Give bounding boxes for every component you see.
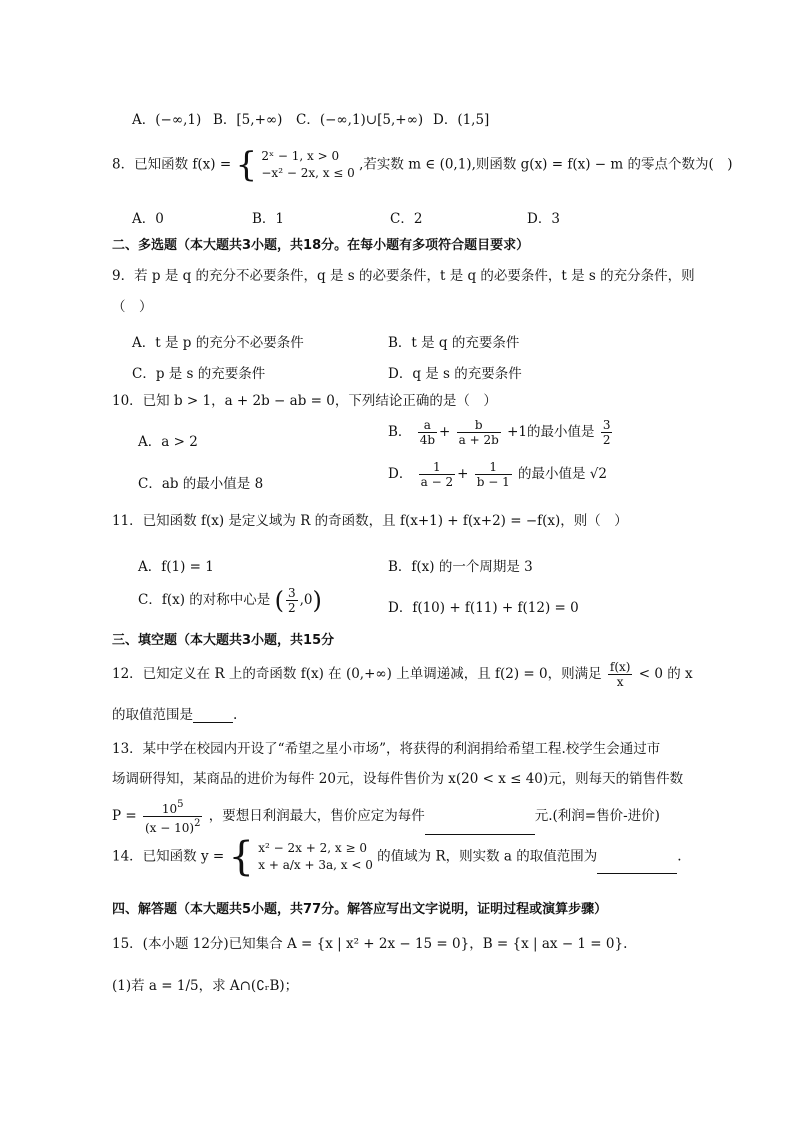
q10-option-b-prefix: B． [388,424,412,440]
q7-option-b: B．[5,+∞) [213,112,283,128]
q12-line2-end: . [233,707,238,723]
q10-option-d: D． $\frac{1}{a - 2}$ + $\frac{1}{b - 1}$ 的最小值是 √2 [388,460,607,489]
q11-frac-3-2: $\frac{3}{2}$ [287,586,296,615]
q14-end: . [677,848,682,865]
q14-cases [258,840,373,874]
q10-frac-a-4b: $\frac{a}{4b}$ [419,418,436,447]
q9-option-c: C．p 是 s 的充要条件 [132,366,266,382]
q10-option-c: C．ab 的最小值是 8 [138,476,264,492]
q13-line3 [112,798,660,835]
q8-case2: −x² − 2x, x ≤ 0 [261,166,355,180]
q8-option-c: C．2 [390,211,423,227]
q12-line1 [112,660,693,689]
q10-option-a: A．a > 2 [138,434,198,450]
q9-option-a: A．t 是 p 的充分不必要条件 [132,335,304,351]
q10-option-d-suffix: 的最小值是 √2 [518,466,607,482]
q13-frac-p: $\frac{10^5}{(x - 10)^2}$ [144,799,201,835]
q10-option-b-value: $\frac{3}{2}$ [602,418,611,447]
q10-option-d-prefix: D． [388,466,413,482]
q10-stem: 10．已知 b > 1，a + 2b − ab = 0，下列结论正确的是（ ） [112,393,497,409]
q11-option-d: D．f(10) + f(11) + f(12) = 0 [388,600,579,616]
q12-frac-fx-x: $\frac{f(x)}{x}$ [609,660,631,689]
q9-option-d: D．q 是 s 的充要条件 [388,366,522,382]
q8-option-b: B．1 [252,211,285,227]
q7-option-d: D．(1,5] [433,112,490,128]
q11-option-a: A．f(1) = 1 [138,559,214,575]
q8-brace: { [235,145,258,185]
q13-answer-blank [425,820,535,835]
q14-brace: { [228,834,254,880]
q14-suffix: 的值域为 R，则实数 a 的取值范围为 [377,848,598,865]
q12-line1-prefix: 12．已知定义在 R 上的奇函数 f(x) 在 (0,+∞) 上单调递减，且 f(2) = 0，则满足 [112,666,602,682]
q8-option-d: D．3 [527,211,560,227]
q7-option-c: C．(−∞,1)∪[5,+∞) [296,112,424,128]
q10-frac-b-a2b: $\frac{b}{a + 2b}$ [458,418,499,447]
section-4-heading: 四、解答题（本大题共5小题，共77分。解答应写出文字说明，证明过程或演算步骤） [112,902,608,917]
q11-option-c: C．f(x) 的对称中心是 ( $\frac{3}{2}$ ,0) [138,586,322,615]
section-2-heading: 二、多选题（本大题共3小题，共18分。在每小题有多项符合题目要求） [112,238,530,253]
q9-stem-line1: 9．若 p 是 q 的充分不必要条件，q 是 s 的必要条件，t 是 q 的必要条件，t 是 s 的充分条件，则 [112,268,695,284]
q15-stem: 15．(本小题 12分)已知集合 A = {x | x² + 2x − 15 = 0}，B = {x | ax − 1 = 0}. [112,936,628,952]
q8-option-a: A．0 [132,211,164,227]
q12-line2 [112,707,237,723]
q13-line3-prefix: P = [112,808,137,824]
q14-case2: x + a/x + 3a, x < 0 [258,858,373,872]
q12-line2-text: 的取值范围是 [112,707,193,723]
q8-case1: 2ˣ − 1, x > 0 [261,149,340,163]
q13-line2: 场调研得知，某商品的进价为每件 20元，设每件售价为 x(20 < x ≤ 40)元，则每天的销售件数 [112,771,684,787]
q15-part1: (1)若 a = 1/5，求 A∩(∁ᵣB)； [112,978,299,994]
q7-option-a: A．(−∞,1) [132,112,202,128]
q14-prefix: 14．已知函数 y = [112,848,225,865]
section-3-heading: 三、填空题（本大题共3小题，共15分 [112,633,335,648]
q11-stem: 11．已知函数 f(x) 是定义域为 R 的奇函数，且 f(x+1) + f(x+2) = −f(x)，则（ ） [112,513,628,529]
q10-frac-1-a2: $\frac{1}{a - 2}$ [420,460,454,489]
q10-frac-1-b1: $\frac{1}{b - 1}$ [476,460,510,489]
q11-option-b: B．f(x) 的一个周期是 3 [388,559,533,575]
q13-line3-end: 元.(利润=售价-进价) [534,808,660,824]
q14-case1: x² − 2x + 2, x ≥ 0 [258,841,367,855]
q14-stem [112,834,682,880]
q8-prefix: 8．已知函数 f(x) = [112,156,232,173]
q8-stem [112,145,733,185]
q13-line3-suffix: ，要想日利润最大，售价应定为每件 [208,808,425,824]
q13-line1: 13．某中学在校园内开设了“希望之星小市场”，将获得的利润捐给希望工程.校学生会通过市 [112,741,661,757]
q10-option-b-suffix: +1的最小值是 [507,424,595,440]
q8-cases [261,148,354,182]
q11-option-c-prefix: C．f(x) 的对称中心是 [138,592,271,608]
q9-option-b: B．t 是 q 的充要条件 [388,335,520,351]
q12-answer-blank [193,708,233,723]
q12-line1-suffix: < 0 的 x [638,666,693,682]
q14-answer-blank [597,859,677,874]
q8-suffix: ,若实数 m ∈ (0,1),则函数 g(x) = f(x) − m 的零点个数为( ) [359,156,733,173]
q9-stem-line2: （ ） [112,299,153,315]
q10-option-b: B． $\frac{a}{4b}$ + $\frac{b}{a + 2b}$ +1的最小值是 $\frac{3}{2}$ [388,418,611,447]
